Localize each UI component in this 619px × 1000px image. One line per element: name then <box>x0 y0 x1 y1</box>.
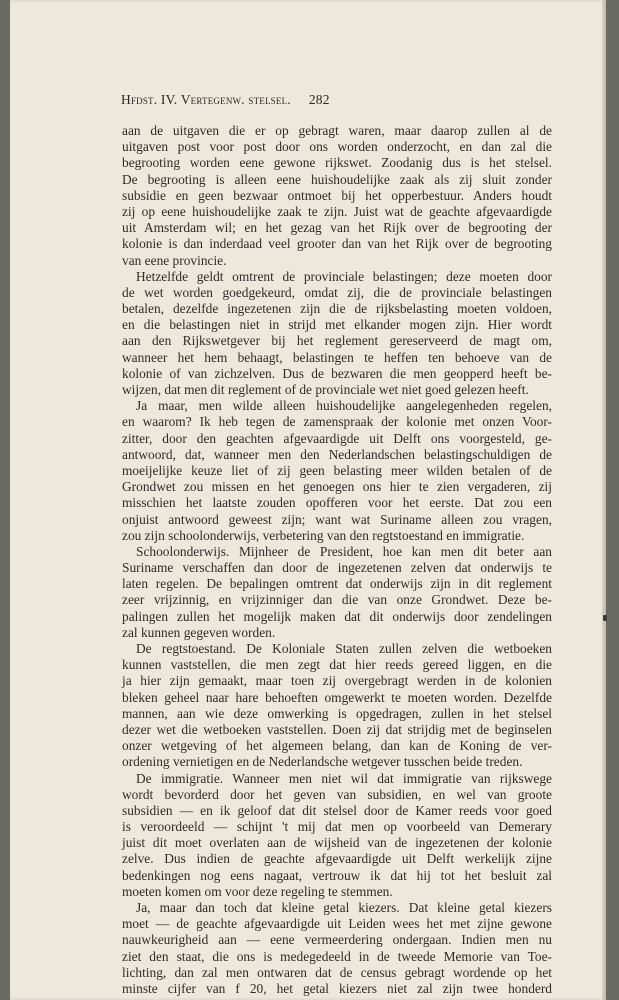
margin-mark <box>603 615 607 621</box>
text-line: Hetzelfde geldt omtrent de provinciale belastingen; deze moeten door <box>136 268 552 284</box>
text-line: De regtstoestand. De Koloniale Staten zullen zelven die wetboeken <box>136 641 552 656</box>
text-line: wanneer het hem behaagt, belastingen te heffen ten behoeve van de <box>122 349 552 365</box>
text-line: is veroordeeld — schijnt 't mij dat men op voorbeeld van Demerary <box>122 819 552 835</box>
text-line: De immigratie. Wanneer men niet wil dat immigratie van rijkswege <box>136 770 552 786</box>
text-line: uitgaven post voor post door ons worden onderzocht, en dan zal die <box>122 139 552 155</box>
text-line: en die belastingen niet in strijd met elkander mogen zijn. Hier wordt <box>122 317 552 333</box>
text-line: antwoord, dat, wanneer men den Nederlandschen belastingschuldigen de <box>122 446 552 462</box>
text-line: moet — de geachte afgevaardigde uit Leiden wees het met zijne gewone <box>122 916 552 932</box>
text-line: ja hier zijn gemaakt, maar toen zij overgebragt werden in de kolonien <box>122 673 552 689</box>
text-line: misschien het laatste zouden opofferen voor het eerste. Dat zou een <box>122 495 552 511</box>
text-line: palingen zullen het mogelijk maken dat dit onderwijs door zendelingen <box>122 608 552 624</box>
text-line: bedenkingen nog eens nagaat, vertrouw ik dat hij tot het besluit zal <box>122 867 552 883</box>
text-line: bleken geheel naar hare behoeften omgewerkt te moeten worden. Dezelfde <box>122 689 552 705</box>
text-line: aan den Rijkswetgever bij het reglement gereserveerd de magt om, <box>122 333 552 349</box>
body-text <box>122 123 552 997</box>
text-line: onzer wetgeving of het algemeen belang, dan kan de Koning de ver- <box>122 738 552 754</box>
page-edge <box>602 0 606 1000</box>
text-line: Grondwet zou missen en het genoegen ons hier te zien vergaderen, zij <box>122 479 552 495</box>
text-line: zij op eene huishoudelijke zaak te zijn. Juist wat de geachte afgevaardigde <box>122 203 552 219</box>
text-line: Ja, maar dan toch dat kleine getal kiezers. Dat kleine getal kiezers <box>136 900 552 915</box>
text-line: begrooting worden eene gewone rijkswet. Zoodanig dus is het stelsel. <box>122 155 552 171</box>
text-line: zeer vrijzinnig, en vrijzinniger dan die van onze Grondwet. Deze be- <box>122 592 552 608</box>
text-line: minste cijfer van f 20, het getal kiezers niet zal zijn twee honderd <box>122 980 552 996</box>
text-line: zou zijn schoolonderwijs, verbetering van den regtstoestand en immigratie. <box>122 527 525 543</box>
text-line: dezer wet die wetboeken vaststellen. Doen zij dat strijdig met de beginselen <box>122 721 552 737</box>
text-line: betalen, dezelfde ingezetenen zijn die de rijksbelasting moeten voldoen, <box>122 301 552 317</box>
text-line: moeijelijke keuze liet of zij geen belasting meer wilden betalen of de <box>122 462 552 478</box>
text-line: subsidie en geen bezwaar ontmoet bij het opperbestuur. Anders houdt <box>122 187 552 203</box>
text-line: De begrooting is alleen eene huishoudelijke zaak als zij sluit zonder <box>122 171 552 187</box>
text-line: subsidien — en ik geloof dat dit stelsel door de Kamer reeds voor goed <box>122 802 552 818</box>
running-header <box>121 92 551 108</box>
text-line: kolonie of van zichzelven. Dus de bezwaren die men geopperd heeft be- <box>122 365 552 381</box>
text-line: moeten komen om voor deze regeling te stemmen. <box>122 883 393 899</box>
text-line: kunnen vaststellen, die men zegt dat hier reeds gereed liggen, en die <box>122 657 552 673</box>
text-line: ziet den staat, die ons is medegedeeld in de tweede Memorie van Toe- <box>122 948 552 964</box>
text-line: uit Amsterdam wil; en het gezag van het Rijk over de begrooting der <box>122 220 552 236</box>
text-line: juist dit moet overlaten aan de wijsheid van de ingezetenen der kolonie <box>122 835 552 851</box>
header-page-number: 282 <box>308 92 330 107</box>
text-line: wijzen, dat men dit reglement of de provinciale wet niet goed gelezen heeft. <box>122 382 529 397</box>
header-section-title: Hfdst. IV. Vertegenw. stelsel. <box>121 92 291 107</box>
text-line: zelve. Dus indien de geachte afgevaardigde uit Delft werkelijk zijne <box>122 851 552 867</box>
text-line: Suriname verschaffen dan door de ingezetenen zelven dat onderwijs te <box>122 560 552 576</box>
text-line: zitter, door den geachten afgevaardigde uit Delft ons voorgesteld, ge- <box>122 430 552 446</box>
text-line: laten regelen. De bepalingen omtrent dat onderwijs zijn in dit reglement <box>122 576 552 592</box>
text-line: mannen, aan wie deze omwerking is opgedragen, zullen in het stelsel <box>122 705 552 721</box>
book-page <box>10 0 606 1000</box>
text-line: nauwkeurigheid aan — eene vermeerdering ondergaan. Indien men nu <box>122 932 552 948</box>
text-line: Schoolonderwijs. Mijnheer de President, hoe kan men dit beter aan <box>136 543 552 559</box>
text-line: van eene provincie. <box>122 252 227 268</box>
text-line: kolonie is dan inderdaad veel grooter dan van het Rijk over de begrooting <box>122 236 552 252</box>
text-line: ordening vernietigen en de Nederlandsche wetgever tusschen beide treden. <box>122 754 523 770</box>
text-line: onjuist antwoord geweest zijn; want wat Suriname alleen zou vragen, <box>122 511 552 527</box>
text-line: de wet worden goedgekeurd, omdat zij, die de provinciale belastingen <box>122 284 552 300</box>
text-line: zal kunnen gegeven worden. <box>122 624 276 640</box>
text-line: wordt bevorderd door het geven van subsidien, en wel van groote <box>122 786 552 802</box>
text-line: lichting, dan zal men ontwaren dat de census gebragt wordende op het <box>122 964 552 980</box>
text-line: Ja maar, men wilde alleen huishoudelijke aangelegenheden regelen, <box>136 398 552 414</box>
text-line: en waarom? Ik heb tegen de zamenspraak der kolonie met onzen Voor- <box>122 414 552 430</box>
text-line: aan de uitgaven die er op gebragt waren, maar daarop zullen al de <box>122 123 552 138</box>
